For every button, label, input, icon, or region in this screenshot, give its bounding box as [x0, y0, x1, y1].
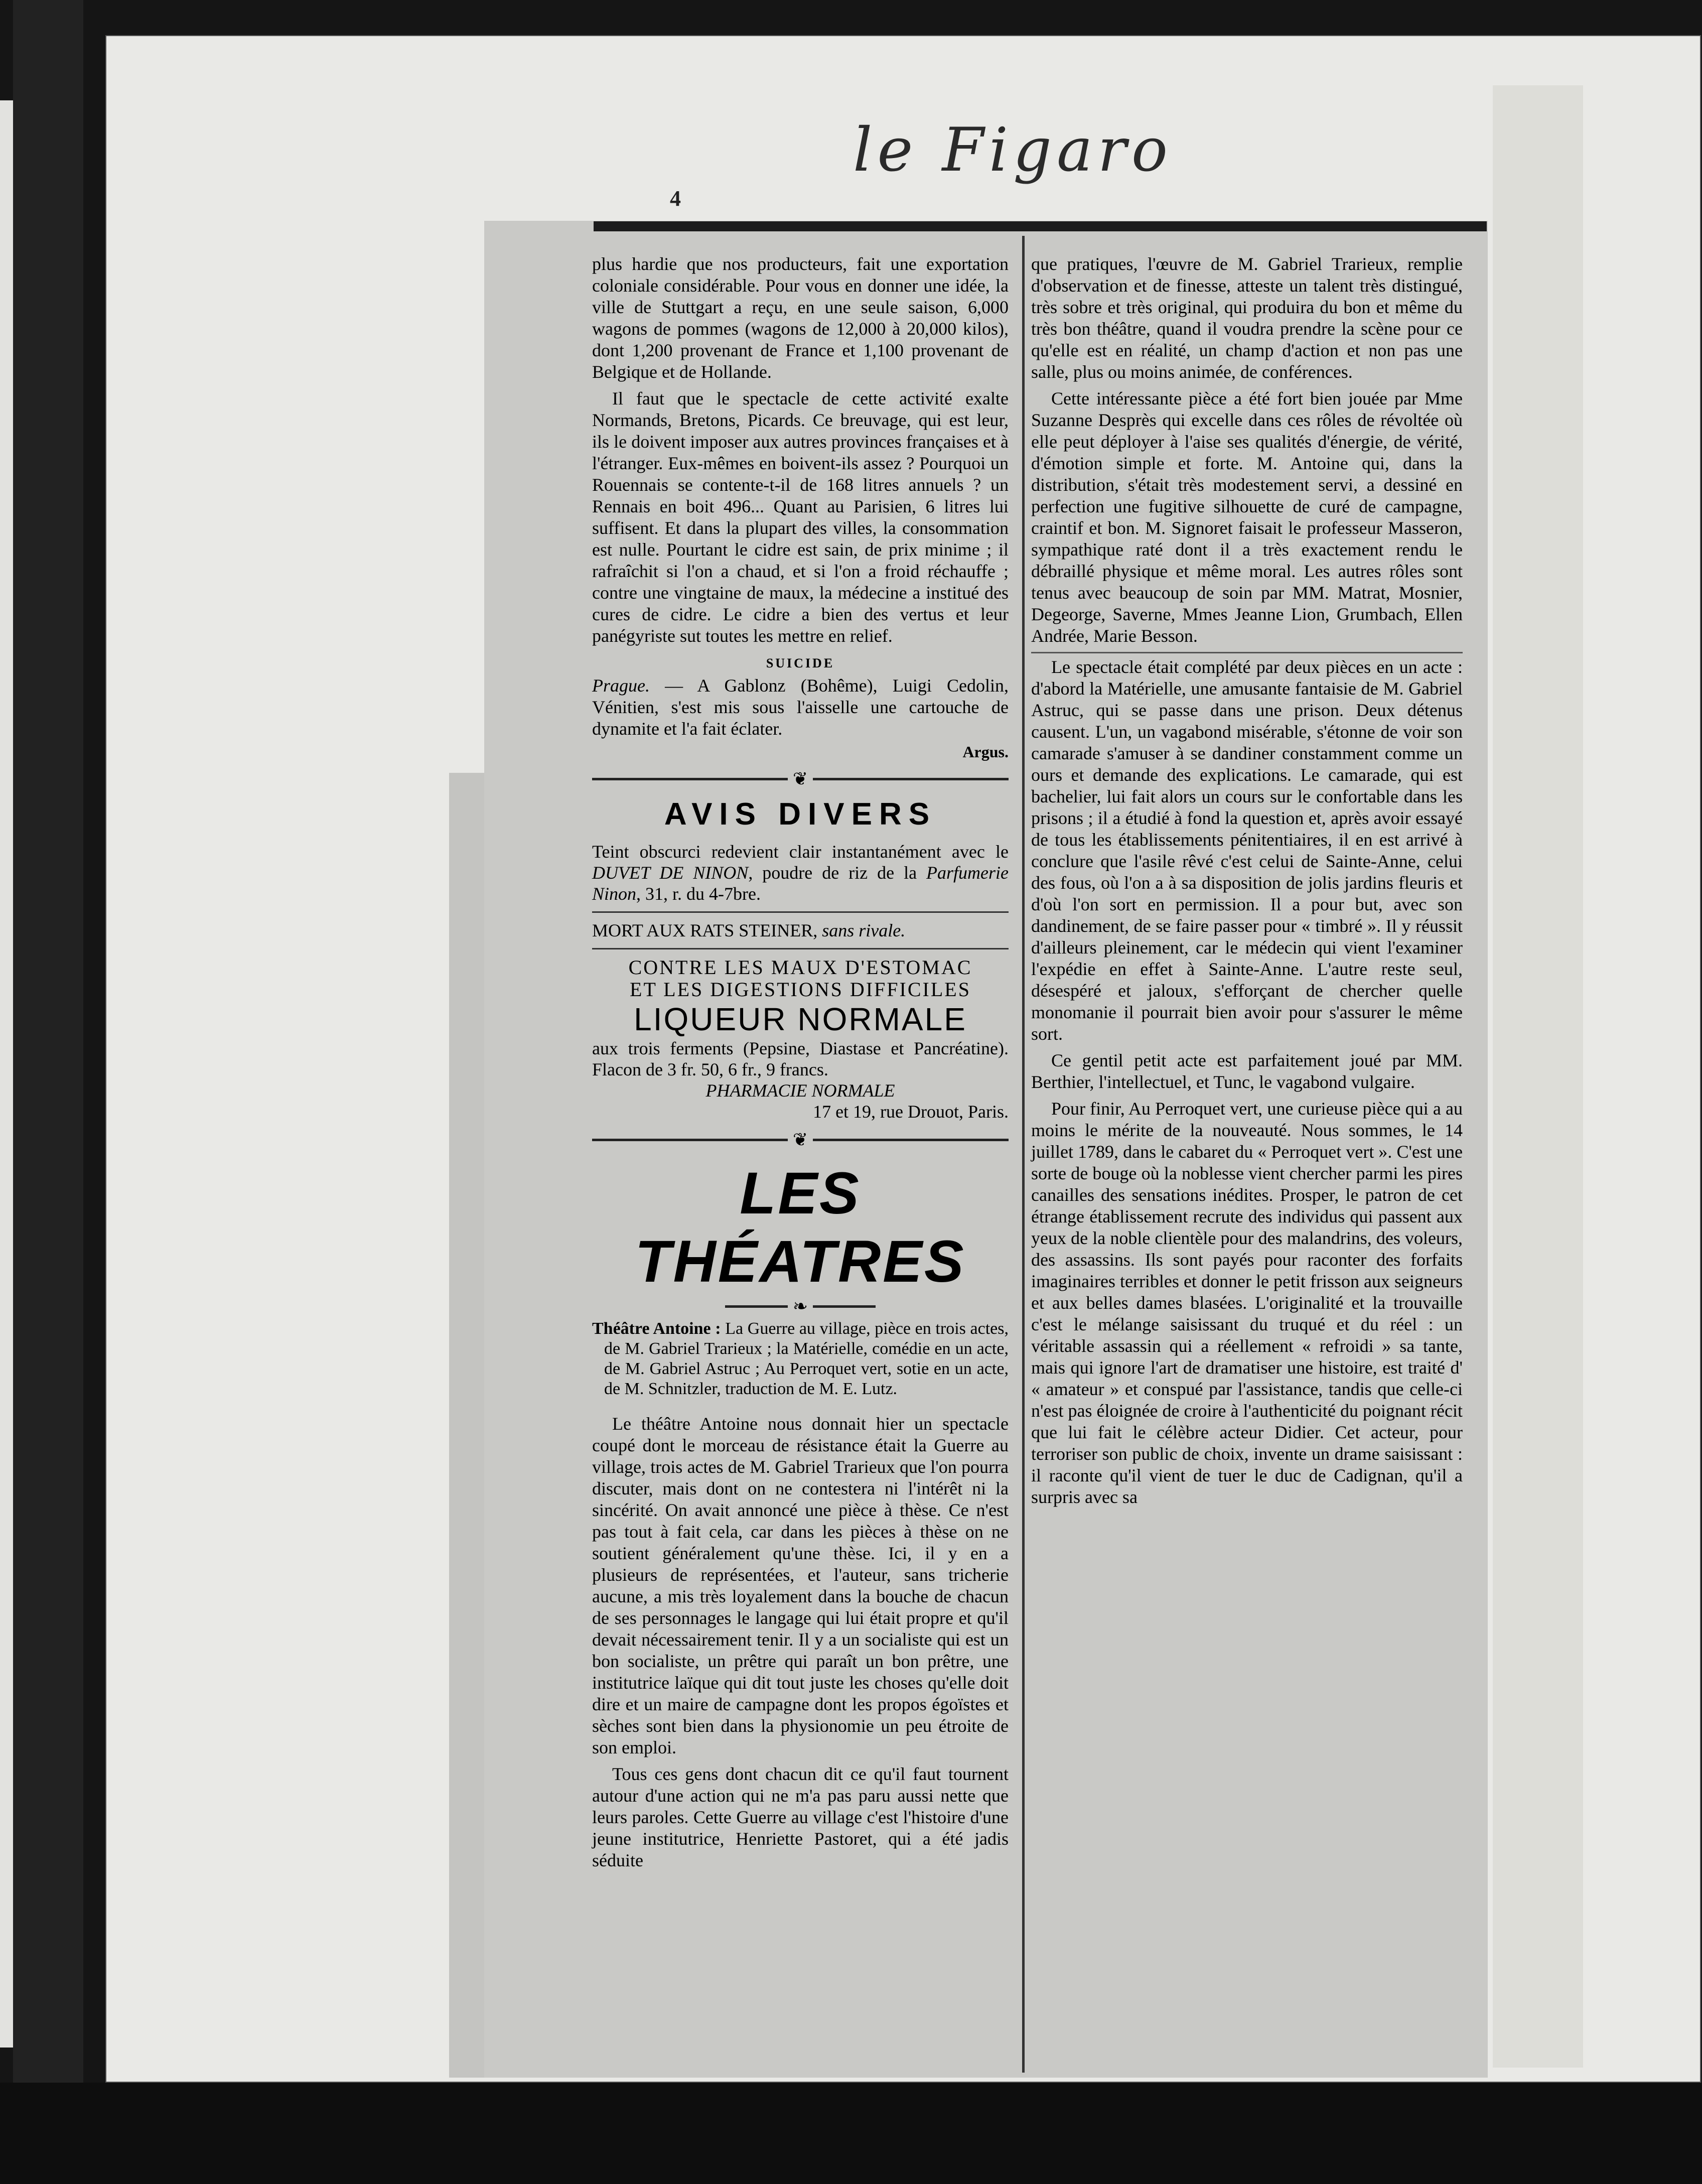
ad-product-name: LIQUEUR NORMALE — [634, 1001, 967, 1037]
ad-mid: , poudre de riz de la — [748, 863, 927, 883]
handwritten-title: le Figaro — [853, 115, 1173, 185]
divider-line — [725, 1305, 788, 1308]
divider-line — [813, 778, 1009, 780]
right-column — [1031, 253, 1463, 1513]
review-paragraph: Cette intéressante pièce a été fort bien jouée par Mme Suzanne Desprès qui excelle dans ces rôles de révoltée où elle peut déployer à l'aise ses qualités d'énergie, de vérité, d'émotion simple et forte. M. Antoine qui, dans la distribution, s'était très modestement servi, a dessiné en perfection une fugitive silhouette de curé de campagne, craintif et bon. M. Signoret faisait le professeur Masseron, sympathique raté dont il a très exactement rendu le débraillé physique et même moral. Les autres rôles sont tenus avec beaucoup de soin par MM. Matrat, Mosnier, Degeorge, Saverne, Mmes Jeanne Lion, Grumbach, Ellen Andrée, Marie Besson. — [1031, 388, 1463, 646]
ad-text — [592, 841, 1009, 904]
ad-title-line: ET LES DIGESTIONS DIFFICILES — [630, 978, 971, 1001]
avis-divers-heading: AVIS DIVERS — [664, 797, 937, 832]
scanner-bottom-margin — [0, 2083, 1702, 2184]
ad-separator — [592, 911, 1009, 913]
small-ornament — [725, 1296, 876, 1316]
divider-ornament: ❦ — [792, 769, 808, 789]
ad-address: , 31, r. du 4-7bre. — [636, 884, 761, 904]
review-paragraph: Pour finir, Au Perroquet vert, une curieuse pièce qui a au moins le mérite de la nouveauté. Nous sommes, le 14 juillet 1789, dans le cabaret du « Perroquet vert ». C'est une sorte de bouge où la noblesse vient chercher parmi les pires canailles des sensations inédites. Prosper, le patron de cet étrange établissement recrute des individus qui passent aux yeux de la noble clientèle pour des malandrins, des voleurs, des assassins. Ils sont payés pour raconter des forfaits imaginaires terribles et donner le petit frisson aux seigneurs et aux belles dames blasées. L'originalité et la trouvaille c'est le mélange saisissant du truqué et du réel : un véritable assassin qui a réellement « refroidi » sa tante, mais qui ignore l'art de dramatiser une histoire, est traité d' « amateur » et conspué par l'assistance, tandis que celle-ci n'est pas éloignée de croire à l'authenticité du poignant récit que lui fait le célèbre acteur Didier. Cet acteur, pour terroriser son public de choix, invente un drame saisissant : il raconte qu'il vient de tuer le duc de Cadignan, qu'il a surpris avec sa — [1031, 1099, 1463, 1507]
ad-pharmacy: PHARMACIE NORMALE — [705, 1080, 895, 1101]
theatre-programme — [592, 1319, 1009, 1399]
adjacent-page-edge — [0, 100, 13, 2048]
dispatch-place: Prague. — [592, 675, 650, 696]
divider-ornament: ❦ — [792, 1130, 808, 1150]
divider-line — [592, 778, 788, 780]
ad-liqueur-normale — [592, 957, 1009, 1122]
page-number: 4 — [670, 186, 681, 211]
divider-line — [592, 1139, 788, 1141]
article-paragraph: plus hardie que nos producteurs, fait une exportation coloniale considérable. Pour vous en donner une idée, la ville de Stuttgart a reçu, en une seule saison, 6,000 wagons de pommes (wagons de 12,000 à 20,000 kilos), dont 1,200 provenant de France et 1,100 provenant de Belgique et de Hollande. — [592, 254, 1009, 382]
backing-strip — [1493, 85, 1583, 2068]
clipping-lower-left-area — [449, 773, 484, 2078]
scanner-margin — [13, 0, 83, 2184]
divider-ornament: ❧ — [792, 1296, 808, 1316]
review-paragraph: que pratiques, l'œuvre de M. Gabriel Trarieux, remplie d'observation et de finesse, atteste un talent très distingué, très sobre et très original, qui produira du bon et même du très bon théâtre, quand il voudra prendre la scène pour ce qu'elle est en réalité, un champ d'action et non pas une salle, plus ou moins animée, de conférences. — [1031, 254, 1463, 382]
ad-tagline: sans rivale. — [822, 920, 906, 940]
paragraph-rule — [1031, 652, 1463, 653]
ad-product: DUVET DE NINON — [592, 863, 749, 883]
divider-line — [813, 1305, 876, 1308]
review-paragraph: Le spectacle était complété par deux pièces en un acte : d'abord la Matérielle, une amusante fantaisie de M. Gabriel Astruc, qui se passe dans une prison. Deux détenus causent. L'un, un vagabond misérable, s'étonne de voir son camarade s'amuser à se dandiner constamment comme un ours et demande des explications. Le camarade, qui est bachelier, lui fait alors un cours sur le confortable dans les prisons ; il a étudié à fond la question et, après avoir essayé de tous les établissements pénitentiaires, il en est arrivé à conclure que l'asile rêvé c'est celui de Sainte-Anne, celui des fous, où l'on a à sa disposition de jolis jardins fleuris et d'où l'on sort en permission. Il a pour but, avec son dandinement, de se faire passer pour « timbré ». Il y réussit d'ailleurs pleinement, car le médecin qui vient l'examiner l'expédie en effet à Sainte-Anne. L'autre reste seul, désespéré et jaloux, s'efforçant de chercher quelle monomanie il pourrait bien avoir pour s'assurer le même sort. — [1031, 657, 1463, 1044]
ad-separator — [592, 948, 1009, 949]
ad-lead: Teint obscurci redevient clair instantanément avec le — [592, 842, 1009, 862]
suicide-heading: SUICIDE — [766, 656, 835, 670]
ornamental-divider — [592, 769, 1009, 789]
masthead-rule — [594, 221, 1487, 231]
ad-address: 17 et 19, rue Drouot, Paris. — [813, 1102, 1009, 1122]
ad-body: aux trois ferments (Pepsine, Diastase et Pancréatine). Flacon de 3 fr. 50, 6 fr., 9 francs. — [592, 1038, 1009, 1079]
ad-duvet-de-ninon — [592, 841, 1009, 904]
divider-line — [813, 1139, 1009, 1141]
suicide-dispatch — [592, 675, 1009, 740]
ad-text — [592, 920, 1009, 941]
left-column — [592, 253, 1009, 1876]
theatre-programme-text: La Guerre au village, pièce en trois actes, de M. Gabriel Trarieux ; la Matérielle, comédie en un acte, de M. Gabriel Astruc ; Au Perroquet vert, sotie en un acte, de M. Schnitzler, traduction de M. E. Lutz. — [604, 1319, 1009, 1398]
ad-house: Parfumerie Ninon — [592, 863, 1009, 904]
theatre-name: Théâtre Antoine : — [592, 1319, 721, 1338]
review-paragraph: Le théâtre Antoine nous donnait hier un spectacle coupé dont le morceau de résistance était la Guerre au village, trois actes de M. Gabriel Trarieux que l'on pourra discuter, mais dont on ne contestera ni l'intérêt ni la sincérité. On avait annoncé une pièce à thèse. Ce n'est pas tout à fait cela, car dans les pièces à thèse on ne soutient généralement qu'une thèse. Ici, il y en a plusieurs de représentées, et l'auteur, sans tricherie aucune, a mis très loyalement dans la bouche de chacun de ses personnages le langage qui lui était propre et qu'il devait nécessairement tenir. Il y a un socialiste qui est un bon socialiste, un prêtre qui paraît un bon prêtre, une institutrice laïque qui dit tout juste les choses qu'elle doit dire et un maire de campagne dont les propos égoïstes et sèches sont bien dans la physionomie un peu étroite de son emploi. — [592, 1414, 1009, 1757]
ornamental-divider — [592, 1130, 1009, 1150]
column-rule — [1022, 236, 1025, 2073]
signature: Argus. — [962, 743, 1009, 761]
ad-title-line: CONTRE LES MAUX D'ESTOMAC — [628, 956, 972, 979]
theatres-heading: LES THÉATRES — [635, 1160, 966, 1295]
ad-mort-aux-rats — [592, 920, 1009, 941]
article-paragraph: Il faut que le spectacle de cette activité exalte Normands, Bretons, Picards. Ce breuvage, qui est leur, ils le doivent imposer aux autres provinces françaises et à l'étranger. Eux-mêmes en boivent-ils assez ? Pourquoi un Rouennais se contente-t-il de 168 litres annuels ? un Rennais en boit 496... Quant au Parisien, 6 litres lui suffisent. Et dans la plupart des villes, la consommation est nulle. Pourtant le cidre est sain, de prix minime ; il rafraîchit si l'on a chaud, et si l'on a froid réchauffe ; contre une vingtaine de maux, la médecine a institué des cures de cidre. Le cidre a bien des vertus et leur panégyriste sut toutes les mettre en relief. — [592, 388, 1009, 646]
dispatch-text: — A Gablonz (Bohême), Luigi Cedolin, Vénitien, s'est mis sous l'aisselle une cartouche de dynamite et l'a fait éclater. — [592, 675, 1009, 739]
review-paragraph: Tous ces gens dont chacun dit ce qu'il faut tournent autour d'une action qui ne m'a pas paru aussi nette que leurs paroles. Cette Guerre au village c'est l'histoire d'une jeune institutrice, Henriette Pastoret, qui a été jadis séduite — [592, 1764, 1009, 1870]
review-paragraph: Ce gentil petit acte est parfaitement joué par MM. Berthier, l'intellectuel, et Tunc, le vagabond vulgaire. — [1031, 1050, 1463, 1092]
ad-product: MORT AUX RATS STEINER, — [592, 920, 822, 940]
